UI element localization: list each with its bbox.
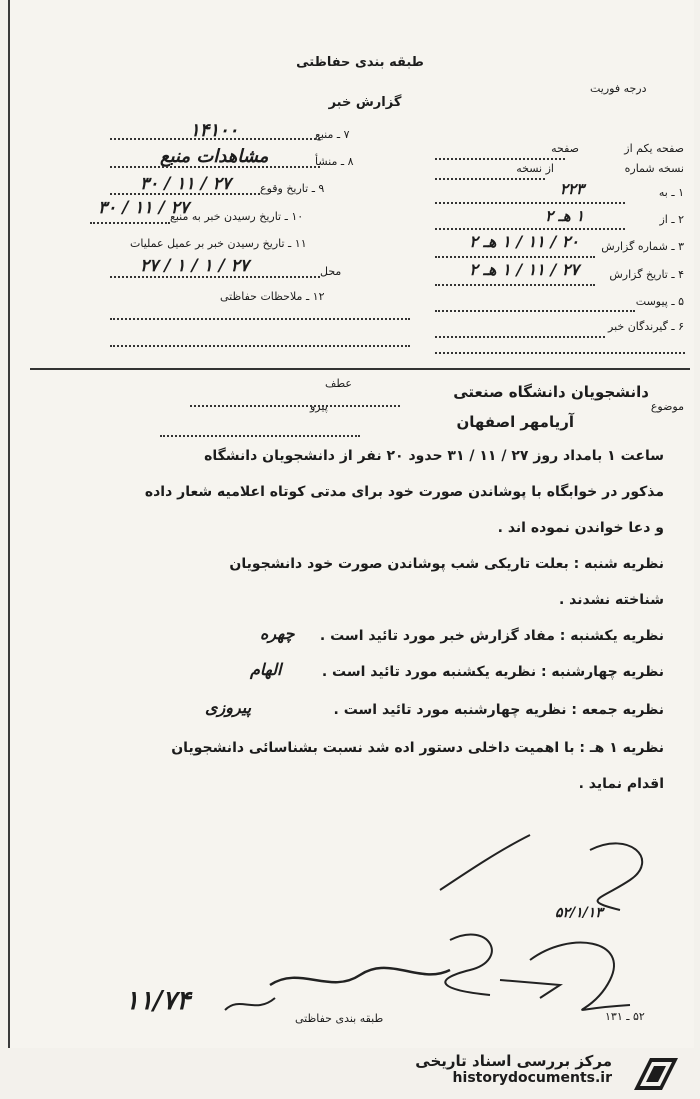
body-line-5: شناخته نشدند . bbox=[558, 592, 664, 608]
received-by-ops-label: ۱۱ ـ تاریخ رسیدن خبر بر عمیل عملیات bbox=[130, 237, 307, 250]
document-number: ۱۱/۷۴ bbox=[125, 986, 191, 1016]
attachment-label: ۵ ـ پیوست bbox=[635, 295, 684, 308]
body-line-4: نظریه شنبه : بعلت تاریکی شب پوشاندن صورت خود دانشجویان bbox=[229, 556, 664, 572]
origin-label: ۸ ـ منشأ bbox=[315, 155, 354, 168]
report-date-value: ۲۷ / ۱۱ / ۱ هـ ۲ bbox=[469, 260, 579, 279]
from-value: ۱ هـ ۲ bbox=[545, 207, 584, 225]
archive-center-name: مرکز بررسی اسناد تاریخی bbox=[415, 1052, 612, 1070]
security-notes-label: ۱۲ ـ ملاحظات حفاظتی bbox=[220, 290, 325, 303]
body-line-3: و دعا خواندن نموده اند . bbox=[497, 520, 664, 536]
form-code: ۵۲ ـ ۱۳۱ bbox=[605, 1010, 645, 1023]
origin-value: مشاهدات منبع bbox=[160, 146, 269, 167]
reference-label: عطف bbox=[325, 377, 352, 390]
report-number-value: ۲۰ / ۱۱ / ۱ هـ ۲ bbox=[469, 232, 579, 251]
subject-line-2: آریامهر اصفهان bbox=[456, 413, 574, 431]
from-label: ۲ ـ از bbox=[659, 213, 684, 226]
margin-note-3: پیروزی bbox=[205, 698, 252, 717]
document-page bbox=[8, 0, 694, 1048]
received-by-source-value: ۳۰ / ۱۱ / ۲۷ bbox=[98, 198, 189, 218]
body-line-6: نظریه یکشنبه : مفاد گزارش خبر مورد تائید است . bbox=[319, 628, 664, 644]
recipients-label: ۶ ـ گیرندگان خبر bbox=[608, 320, 684, 333]
event-date-label: ۹ ـ تاریخ وقوع bbox=[260, 182, 325, 195]
body-line-7: نظریه چهارشنبه : نظریه یکشنبه مورد تائید است . bbox=[321, 664, 664, 680]
section-divider bbox=[30, 368, 690, 370]
body-line-8: نظریه جمعه : نظریه چهارشنبه مورد تائید است . bbox=[333, 702, 664, 718]
margin-note-2: الهام bbox=[250, 660, 282, 679]
subject-label: موضوع bbox=[650, 400, 684, 413]
subject-line-1: دانشجویان دانشگاه صنعتی bbox=[453, 383, 649, 401]
report-date-label: ۴ ـ تاریخ گزارش bbox=[609, 268, 684, 281]
body-line-10: اقدام نماید . bbox=[578, 776, 664, 792]
page-value: صفحه bbox=[551, 142, 579, 155]
page-label: صفحه یکم از bbox=[624, 142, 684, 155]
archive-website[interactable]: historydocuments.ir bbox=[452, 1070, 612, 1086]
source-label: ۷ ـ منبع bbox=[315, 128, 350, 141]
location-label: محل bbox=[320, 265, 342, 278]
report-title: گزارش خبر bbox=[328, 95, 402, 110]
copy-value: از نسخه bbox=[516, 162, 554, 175]
source-value: ۱۴۱۰۰ bbox=[190, 120, 239, 141]
classification-title: طبقه بندی حفاظتی bbox=[296, 55, 424, 70]
classification-stamp: طبقه بندی حفاظتی bbox=[295, 1012, 384, 1025]
classification-stamp-signature bbox=[260, 955, 460, 1010]
handwritten-date: ۵۲/۱/۱۳ bbox=[555, 905, 603, 921]
received-by-source-label: ۱۰ ـ تاریخ رسیدن خبر به منبع bbox=[170, 210, 304, 223]
body-line-1: ساعت ۱ بامداد روز ۲۷ / ۱۱ / ۳۱ حدود ۲۰ نفر از دانشجویان دانشگاه bbox=[204, 448, 664, 464]
signature-stroke bbox=[430, 830, 540, 900]
report-number-label: ۳ ـ شماره گزارش bbox=[601, 240, 684, 253]
to-label: ۱ ـ به bbox=[658, 186, 684, 199]
to-value: ۲۲۳ bbox=[559, 180, 584, 198]
follow-label: پیرو bbox=[310, 400, 328, 413]
copy-label: نسخه شماره bbox=[624, 162, 684, 175]
event-date-value: ۳۰ / ۱۱ / ۲۷ bbox=[140, 174, 231, 194]
margin-note-1: چهره bbox=[260, 624, 295, 643]
archive-logo-icon bbox=[628, 1052, 684, 1094]
location-value: ۲۷ / ۱ / ۱ / ۲۷ bbox=[140, 256, 249, 276]
footer-text bbox=[415, 1052, 612, 1086]
body-line-9: نظریه ۱ هـ : با اهمیت داخلی دستور اده شد نسبت بشناسائی دانشجویان bbox=[171, 740, 664, 756]
urgency-label: درجه فوریت bbox=[590, 82, 647, 95]
body-line-2: مذکور در خوابگاه با پوشاندن صورت خود برای مدتی کوتاه اعلامیه شعار داده bbox=[144, 484, 664, 500]
